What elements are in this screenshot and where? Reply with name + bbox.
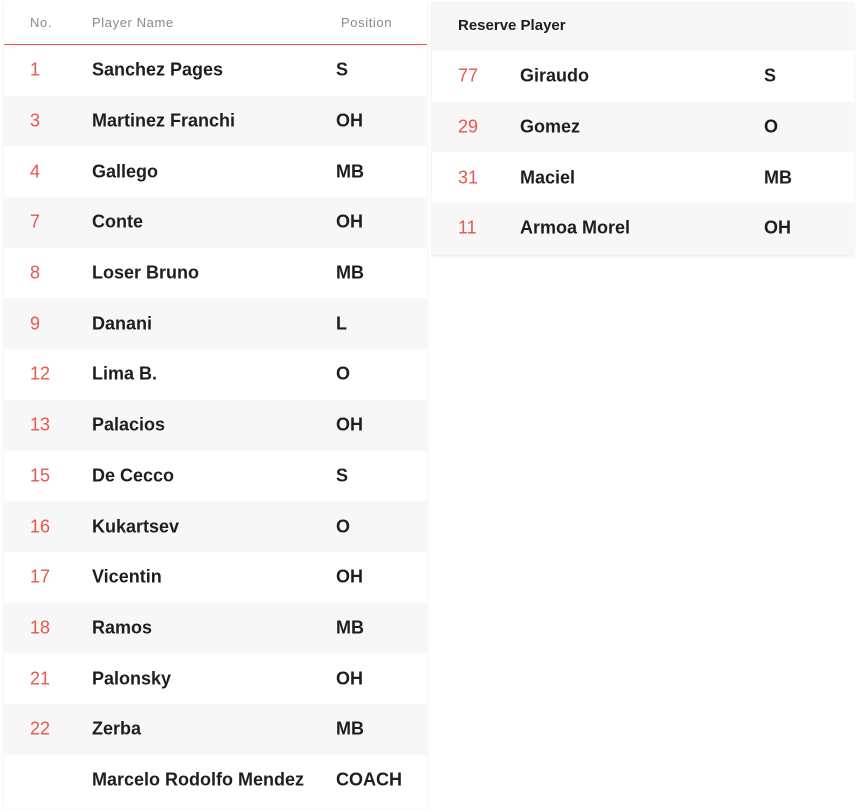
player-row	[4, 197, 427, 248]
player-number: 13	[30, 414, 51, 435]
reserve-player-row	[432, 102, 854, 153]
header-number: No.	[30, 15, 53, 30]
player-row	[4, 653, 427, 704]
coach-row	[4, 755, 427, 806]
player-name: Zerba	[92, 718, 142, 739]
coach-name: Marcelo Rodolfo Mendez	[92, 769, 305, 790]
player-row	[4, 45, 427, 96]
player-position: O	[764, 116, 779, 137]
player-row	[4, 96, 427, 147]
player-name: Kukartsev	[92, 516, 180, 537]
player-position: MB	[336, 617, 364, 638]
player-row	[4, 704, 427, 755]
player-number: 3	[30, 110, 41, 131]
header-player-name: Player Name	[92, 15, 174, 30]
player-number: 1	[30, 59, 41, 80]
player-name: Palacios	[92, 414, 166, 435]
player-row	[4, 146, 427, 197]
player-name: Gallego	[92, 161, 159, 182]
player-position: OH	[764, 217, 791, 238]
player-name: Gomez	[520, 116, 581, 137]
coach-role: COACH	[336, 769, 402, 790]
player-position: S	[764, 65, 777, 86]
player-number: 17	[30, 566, 51, 587]
player-row	[4, 501, 427, 552]
main-roster-table	[4, 0, 427, 808]
player-row	[4, 400, 427, 451]
player-row	[4, 603, 427, 654]
player-number: 4	[30, 161, 41, 182]
player-number: 21	[30, 668, 51, 689]
player-position: OH	[336, 414, 363, 435]
player-name: Armoa Morel	[520, 217, 631, 238]
player-position: MB	[336, 262, 364, 283]
player-name: Martinez Franchi	[92, 110, 236, 131]
player-position: L	[336, 313, 347, 334]
player-position: O	[336, 363, 351, 384]
player-number: 77	[458, 65, 479, 86]
player-number: 22	[30, 718, 51, 739]
player-name: Palonsky	[92, 668, 172, 689]
player-position: O	[336, 516, 351, 537]
player-name: De Cecco	[92, 465, 175, 486]
player-position: S	[336, 59, 349, 80]
player-position: OH	[336, 110, 363, 131]
player-name: Loser Bruno	[92, 262, 200, 283]
player-name: Lima B.	[92, 363, 158, 384]
reserve-player-row	[432, 152, 854, 203]
player-number: 8	[30, 262, 41, 283]
player-number: 16	[30, 516, 51, 537]
player-position: MB	[336, 718, 364, 739]
player-number: 18	[30, 617, 51, 638]
reserve-players-table	[432, 2, 854, 255]
player-number: 11	[458, 217, 477, 238]
player-position: S	[336, 465, 349, 486]
player-name: Sanchez Pages	[92, 59, 224, 80]
reserve-table-header	[432, 2, 854, 51]
player-name: Vicentin	[92, 566, 162, 587]
header-position: Position	[341, 15, 393, 30]
player-row	[4, 451, 427, 502]
player-number: 29	[458, 116, 479, 137]
player-name: Giraudo	[520, 65, 590, 86]
player-number: 12	[30, 363, 51, 384]
player-row	[4, 552, 427, 603]
player-number: 31	[458, 167, 479, 188]
player-name: Conte	[92, 211, 143, 232]
player-name: Danani	[92, 313, 153, 334]
player-position: OH	[336, 566, 363, 587]
reserve-player-row	[432, 203, 854, 254]
reserve-title: Reserve Player	[458, 17, 566, 34]
player-position: MB	[336, 161, 364, 182]
player-name: Ramos	[92, 617, 153, 638]
player-number: 9	[30, 313, 41, 334]
player-name: Maciel	[520, 167, 576, 188]
player-row	[4, 248, 427, 299]
player-number: 7	[30, 211, 41, 232]
player-row	[4, 349, 427, 400]
player-position: OH	[336, 211, 363, 232]
player-row	[4, 298, 427, 349]
player-position: OH	[336, 668, 363, 689]
player-position: MB	[764, 167, 792, 188]
roster-table-header	[4, 0, 427, 45]
player-number: 15	[30, 465, 51, 486]
reserve-player-row	[432, 51, 854, 102]
